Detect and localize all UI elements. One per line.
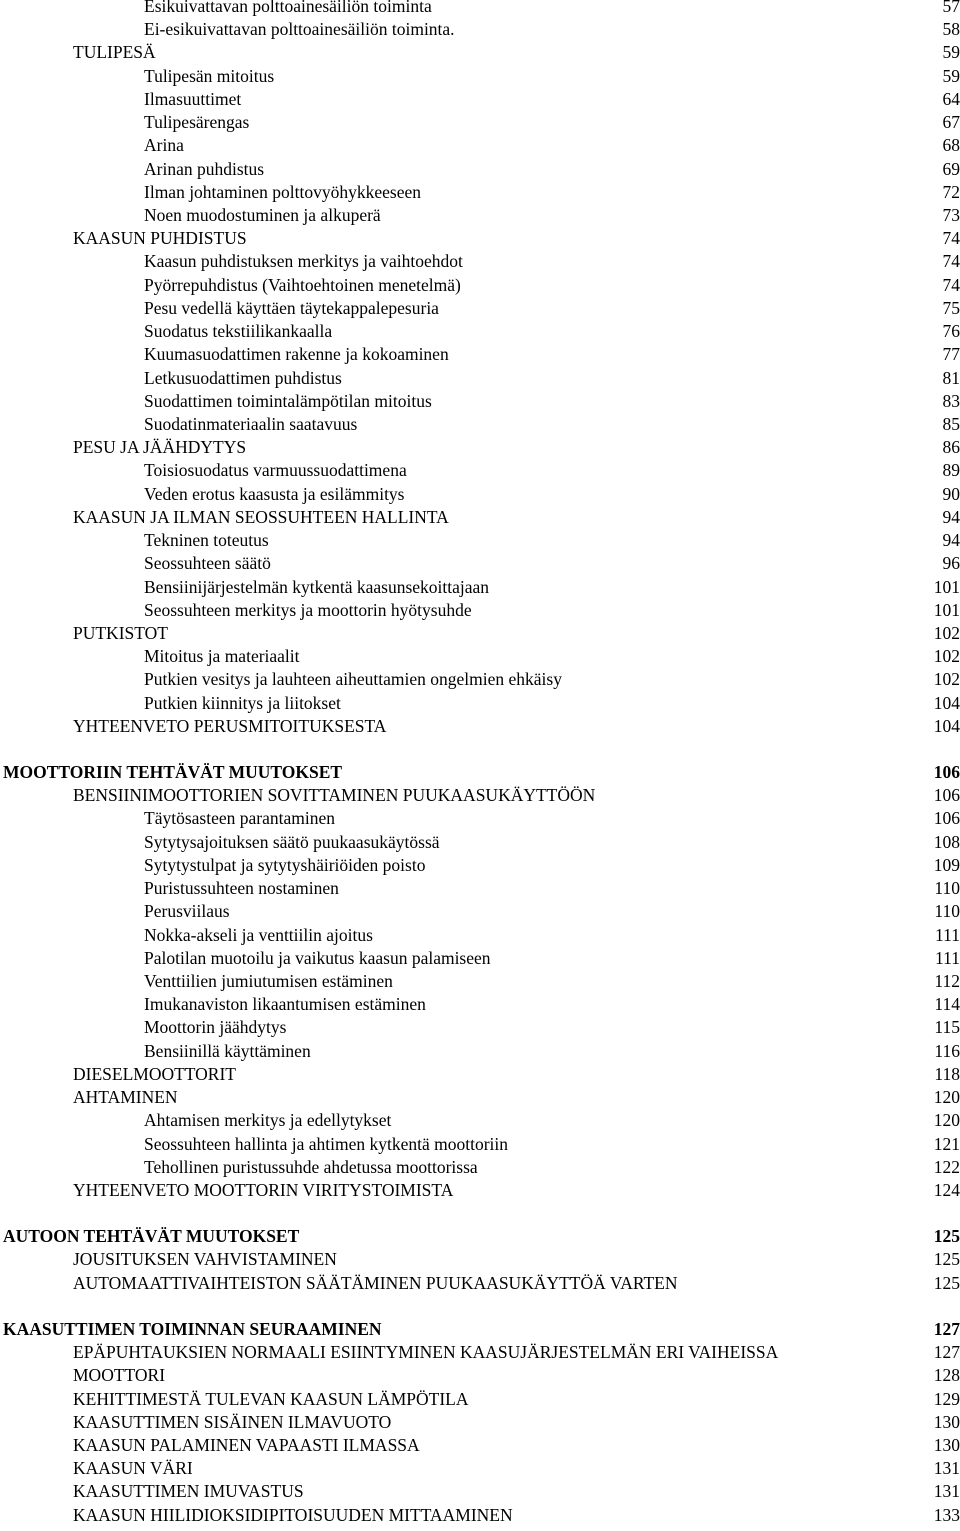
toc-page-number: 129 xyxy=(933,1389,960,1409)
toc-entry-title: KAASUN PUHDISTUS xyxy=(73,228,247,248)
toc-page-number: 94 xyxy=(942,530,960,550)
toc-page-number: 102 xyxy=(933,646,960,666)
toc-section-row[interactable] xyxy=(0,1388,960,1411)
toc-entry-title: Noen muodostuminen ja alkuperä xyxy=(144,205,381,225)
toc-page-number: 96 xyxy=(942,553,960,573)
toc-page-number: 131 xyxy=(933,1481,960,1501)
toc-subsection-row[interactable] xyxy=(0,18,960,41)
toc-page-number: 74 xyxy=(942,251,960,271)
toc-page-number: 81 xyxy=(942,368,960,388)
toc-page-number: 110 xyxy=(934,878,960,898)
toc-entry-title: Sytytystulpat ja sytytyshäiriöiden poisto xyxy=(144,855,426,875)
toc-page-number: 67 xyxy=(942,112,960,132)
toc-entry-title: KAASUN JA ILMAN SEOSSUHTEEN HALLINTA xyxy=(73,507,449,527)
toc-entry-title: AHTAMINEN xyxy=(73,1087,178,1107)
toc-page-number: 106 xyxy=(933,762,960,782)
toc-page-number: 111 xyxy=(935,948,960,968)
toc-page-number: 127 xyxy=(933,1319,960,1339)
toc-section-row[interactable] xyxy=(0,41,960,64)
toc-subsection-row[interactable] xyxy=(0,413,960,436)
toc-subsection-row[interactable] xyxy=(0,529,960,552)
toc-subsection-row[interactable] xyxy=(0,854,960,877)
toc-page-number: 76 xyxy=(942,321,960,341)
toc-entry-title: Ei-esikuivattavan polttoainesäiliön toiminta. xyxy=(144,19,455,39)
toc-subsection-row[interactable] xyxy=(0,668,960,691)
toc-entry-title: KAASUN PALAMINEN VAPAASTI ILMASSA xyxy=(73,1435,420,1455)
toc-subsection-row[interactable] xyxy=(0,204,960,227)
toc-entry-title: Tulipesän mitoitus xyxy=(144,66,275,86)
toc-entry-title: KEHITTIMESTÄ TULEVAN KAASUN LÄMPÖTILA xyxy=(73,1389,469,1409)
toc-page-number: 72 xyxy=(942,182,960,202)
toc-page-number: 58 xyxy=(942,19,960,39)
toc-page-number: 122 xyxy=(933,1157,960,1177)
toc-subsection-row[interactable] xyxy=(0,134,960,157)
toc-entry-title: Puristussuhteen nostaminen xyxy=(144,878,339,898)
toc-entry-title: JOUSITUKSEN VAHVISTAMINEN xyxy=(73,1249,337,1269)
toc-subsection-row[interactable] xyxy=(0,1040,960,1063)
toc-subsection-row[interactable] xyxy=(0,924,960,947)
toc-subsection-row[interactable] xyxy=(0,807,960,830)
toc-section-row[interactable] xyxy=(0,622,960,645)
toc-section-row[interactable] xyxy=(0,1480,960,1503)
toc-entry-title: Perusviilaus xyxy=(144,901,230,921)
toc-entry-title: Putkien kiinnitys ja liitokset xyxy=(144,693,341,713)
toc-subsection-row[interactable] xyxy=(0,900,960,923)
toc-page-number: 127 xyxy=(933,1342,960,1362)
toc-entry-title: Esikuivattavan polttoainesäiliön toiminta xyxy=(144,0,432,16)
toc-subsection-row[interactable] xyxy=(0,947,960,970)
toc-page-number: 64 xyxy=(942,89,960,109)
toc-section-row[interactable] xyxy=(0,1457,960,1480)
toc-entry-title: YHTEENVETO MOOTTORIN VIRITYSTOIMISTA xyxy=(73,1180,454,1200)
toc-entry-title: Nokka-akseli ja venttiilin ajoitus xyxy=(144,925,373,945)
toc-section-row[interactable] xyxy=(0,227,960,250)
toc-entry-title: Seossuhteen hallinta ja ahtimen kytkentä moottoriin xyxy=(144,1134,509,1154)
toc-page-number: 130 xyxy=(933,1435,960,1455)
toc-entry-title: Sytytysajoituksen säätö puukaasukäytössä xyxy=(144,832,440,852)
toc-page-number: 108 xyxy=(933,832,960,852)
toc-subsection-row[interactable] xyxy=(0,970,960,993)
toc-subsection-row[interactable] xyxy=(0,390,960,413)
toc-entry-title: Ilmasuuttimet xyxy=(144,89,242,109)
toc-subsection-row[interactable] xyxy=(0,599,960,622)
toc-entry-title: MOOTTORIIN TEHTÄVÄT MUUTOKSET xyxy=(3,762,343,782)
toc-subsection-row[interactable] xyxy=(0,158,960,181)
toc-page-number: 112 xyxy=(934,971,960,991)
toc-entry-title: TULIPESÄ xyxy=(73,42,156,62)
toc-page-number: 83 xyxy=(942,391,960,411)
toc-page-number: 111 xyxy=(935,925,960,945)
toc-entry-title: Kuumasuodattimen rakenne ja kokoaminen xyxy=(144,344,449,364)
toc-section-row[interactable] xyxy=(0,715,960,738)
toc-entry-title: Mitoitus ja materiaalit xyxy=(144,646,300,666)
toc-chapter-row[interactable] xyxy=(0,1225,960,1248)
toc-page-number: 101 xyxy=(933,600,960,620)
toc-chapter-row[interactable] xyxy=(0,1318,960,1341)
toc-page-number: 74 xyxy=(942,275,960,295)
toc-page-number: 121 xyxy=(933,1134,960,1154)
toc-chapter-row[interactable] xyxy=(0,761,960,784)
toc-section-row[interactable] xyxy=(0,1086,960,1109)
toc-subsection-row[interactable] xyxy=(0,320,960,343)
toc-entry-title: Pyörrepuhdistus (Vaihtoehtoinen menetelmä) xyxy=(144,275,461,295)
toc-entry-title: Moottorin jäähdytys xyxy=(144,1017,287,1037)
toc-subsection-row[interactable] xyxy=(0,1016,960,1039)
toc-entry-title: Venttiilien jumiutumisen estäminen xyxy=(144,971,393,991)
toc-entry-title: Suodatus tekstiilikankaalla xyxy=(144,321,333,341)
toc-entry-title: Palotilan muotoilu ja vaikutus kaasun palamiseen xyxy=(144,948,491,968)
toc-subsection-row[interactable] xyxy=(0,181,960,204)
toc-entry-title: PESU JA JÄÄHDYTYS xyxy=(73,437,247,457)
toc-page-number: 74 xyxy=(942,228,960,248)
toc-entry-title: Veden erotus kaasusta ja esilämmitys xyxy=(144,484,405,504)
toc-entry-title: Tulipesärengas xyxy=(144,112,250,132)
toc-entry-title: Suodattimen toimintalämpötilan mitoitus xyxy=(144,391,432,411)
toc-subsection-row[interactable] xyxy=(0,483,960,506)
toc-entry-title: Täytösasteen parantaminen xyxy=(144,808,335,828)
toc-entry-title: Ilman johtaminen polttovyöhykkeeseen xyxy=(144,182,422,202)
toc-subsection-row[interactable] xyxy=(0,111,960,134)
toc-subsection-row[interactable] xyxy=(0,459,960,482)
toc-entry-title: KAASUTTIMEN SISÄINEN ILMAVUOTO xyxy=(73,1412,392,1432)
toc-page-number: 90 xyxy=(942,484,960,504)
toc-entry-title: Putkien vesitys ja lauhteen aiheuttamien ongelmien ehkäisy xyxy=(144,669,562,689)
toc-page-number: 114 xyxy=(934,994,960,1014)
toc-page-number: 106 xyxy=(933,808,960,828)
toc-subsection-row[interactable] xyxy=(0,576,960,599)
toc-entry-title: Letkusuodattimen puhdistus xyxy=(144,368,342,388)
toc-section-row[interactable] xyxy=(0,1179,960,1202)
toc-subsection-row[interactable] xyxy=(0,250,960,273)
toc-page-number: 120 xyxy=(933,1110,960,1130)
toc-page-number: 124 xyxy=(933,1180,960,1200)
toc-subsection-row[interactable] xyxy=(0,1133,960,1156)
toc-entry-title: YHTEENVETO PERUSMITOITUKSESTA xyxy=(73,716,387,736)
toc-entry-title: BENSIINIMOOTTORIEN SOVITTAMINEN PUUKAASUKÄYTTÖÖN xyxy=(73,785,596,805)
toc-subsection-row[interactable] xyxy=(0,367,960,390)
toc-subsection-row[interactable] xyxy=(0,993,960,1016)
toc-section-row[interactable] xyxy=(0,1364,960,1387)
toc-subsection-row[interactable] xyxy=(0,831,960,854)
toc-page-number: 59 xyxy=(942,42,960,62)
toc-subsection-row[interactable] xyxy=(0,274,960,297)
toc-subsection-row[interactable] xyxy=(0,877,960,900)
toc-entry-title: Ahtamisen merkitys ja edellytykset xyxy=(144,1110,392,1130)
toc-page-number: 102 xyxy=(933,623,960,643)
toc-page-number: 75 xyxy=(942,298,960,318)
toc-section-row[interactable] xyxy=(0,506,960,529)
toc-page-number: 128 xyxy=(933,1365,960,1385)
toc-page-number: 59 xyxy=(942,66,960,86)
toc-page-number: 94 xyxy=(942,507,960,527)
toc-entry-title: EPÄPUHTAUKSIEN NORMAALI ESIINTYMINEN KAASUJÄRJESTELMÄN ERI VAIHEISSA xyxy=(73,1342,779,1362)
toc-page-number: 109 xyxy=(933,855,960,875)
toc-page-number: 125 xyxy=(933,1249,960,1269)
toc-page-number: 116 xyxy=(934,1041,960,1061)
toc-subsection-row[interactable] xyxy=(0,343,960,366)
toc-entry-title: KAASUTTIMEN TOIMINNAN SEURAAMINEN xyxy=(3,1319,382,1339)
toc-section-row[interactable] xyxy=(0,1411,960,1434)
toc-entry-title: Bensiinillä käyttäminen xyxy=(144,1041,311,1061)
toc-page-number: 89 xyxy=(942,460,960,480)
toc-entry-title: PUTKISTOT xyxy=(73,623,168,643)
toc-section-row[interactable] xyxy=(0,1063,960,1086)
toc-entry-title: Tekninen toteutus xyxy=(144,530,269,550)
toc-subsection-row[interactable] xyxy=(0,1156,960,1179)
toc-section-row[interactable] xyxy=(0,1248,960,1271)
toc-entry-title: AUTOMAATTIVAIHTEISTON SÄÄTÄMINEN PUUKAASUKÄYTTÖÄ VARTEN xyxy=(73,1273,678,1293)
toc-page-number: 115 xyxy=(934,1017,960,1037)
toc-page-number: 125 xyxy=(933,1273,960,1293)
toc-page-number: 118 xyxy=(934,1064,960,1084)
toc-page-number: 69 xyxy=(942,159,960,179)
toc-page-number: 73 xyxy=(942,205,960,225)
toc-subsection-row[interactable] xyxy=(0,0,960,18)
toc-page-number: 102 xyxy=(933,669,960,689)
toc-entry-title: Pesu vedellä käyttäen täytekappalepesuria xyxy=(144,298,439,318)
toc-page-number: 101 xyxy=(933,577,960,597)
toc-section-row[interactable] xyxy=(0,1272,960,1295)
toc-subsection-row[interactable] xyxy=(0,65,960,88)
toc-entry-title: Toisiosuodatus varmuussuodattimena xyxy=(144,460,407,480)
toc-page-number: 110 xyxy=(934,901,960,921)
toc-entry-title: Imukanaviston likaantumisen estäminen xyxy=(144,994,426,1014)
toc-section-row[interactable] xyxy=(0,1341,960,1364)
toc-section-row[interactable] xyxy=(0,1434,960,1457)
toc-subsection-row[interactable] xyxy=(0,297,960,320)
toc-page-number: 77 xyxy=(942,344,960,364)
toc-page-number: 104 xyxy=(933,693,960,713)
toc-subsection-row[interactable] xyxy=(0,692,960,715)
toc-page-number: 57 xyxy=(942,0,960,16)
toc-page-number: 133 xyxy=(933,1505,960,1525)
toc-page-number: 120 xyxy=(933,1087,960,1107)
toc-entry-title: Kaasun puhdistuksen merkitys ja vaihtoehdot xyxy=(144,251,463,271)
toc-entry-title: Seossuhteen merkitys ja moottorin hyötysuhde xyxy=(144,600,472,620)
toc-page-number: 68 xyxy=(942,135,960,155)
toc-section-row[interactable] xyxy=(0,1504,960,1527)
toc-page-number: 86 xyxy=(942,437,960,457)
toc-entry-title: Arina xyxy=(144,135,184,155)
toc-subsection-row[interactable] xyxy=(0,645,960,668)
toc-entry-title: Bensiinijärjestelmän kytkentä kaasunsekoittajaan xyxy=(144,577,490,597)
toc-entry-title: Suodatinmateriaalin saatavuus xyxy=(144,414,358,434)
toc-entry-title: MOOTTORI xyxy=(73,1365,166,1385)
toc-page-number: 130 xyxy=(933,1412,960,1432)
toc-page-number: 85 xyxy=(942,414,960,434)
toc-entry-title: KAASUN VÄRI xyxy=(73,1458,193,1478)
toc-section-row[interactable] xyxy=(0,436,960,459)
toc-entry-title: KAASUTTIMEN IMUVASTUS xyxy=(73,1481,304,1501)
toc-page-number: 104 xyxy=(933,716,960,736)
toc-section-row[interactable] xyxy=(0,784,960,807)
toc-page-number: 106 xyxy=(933,785,960,805)
toc-entry-title: AUTOON TEHTÄVÄT MUUTOKSET xyxy=(3,1226,300,1246)
toc-subsection-row[interactable] xyxy=(0,88,960,111)
toc-page-number: 131 xyxy=(933,1458,960,1478)
toc-entry-title: DIESELMOOTTORIT xyxy=(73,1064,236,1084)
toc-entry-title: Seossuhteen säätö xyxy=(144,553,271,573)
toc-entry-title: Arinan puhdistus xyxy=(144,159,265,179)
toc-page-number: 125 xyxy=(933,1226,960,1246)
toc-subsection-row[interactable] xyxy=(0,1109,960,1132)
toc-entry-title: Tehollinen puristussuhde ahdetussa moottorissa xyxy=(144,1157,478,1177)
toc-entry-title: KAASUN HIILIDIOKSIDIPITOISUUDEN MITTAAMINEN xyxy=(73,1505,513,1525)
toc-subsection-row[interactable] xyxy=(0,552,960,575)
